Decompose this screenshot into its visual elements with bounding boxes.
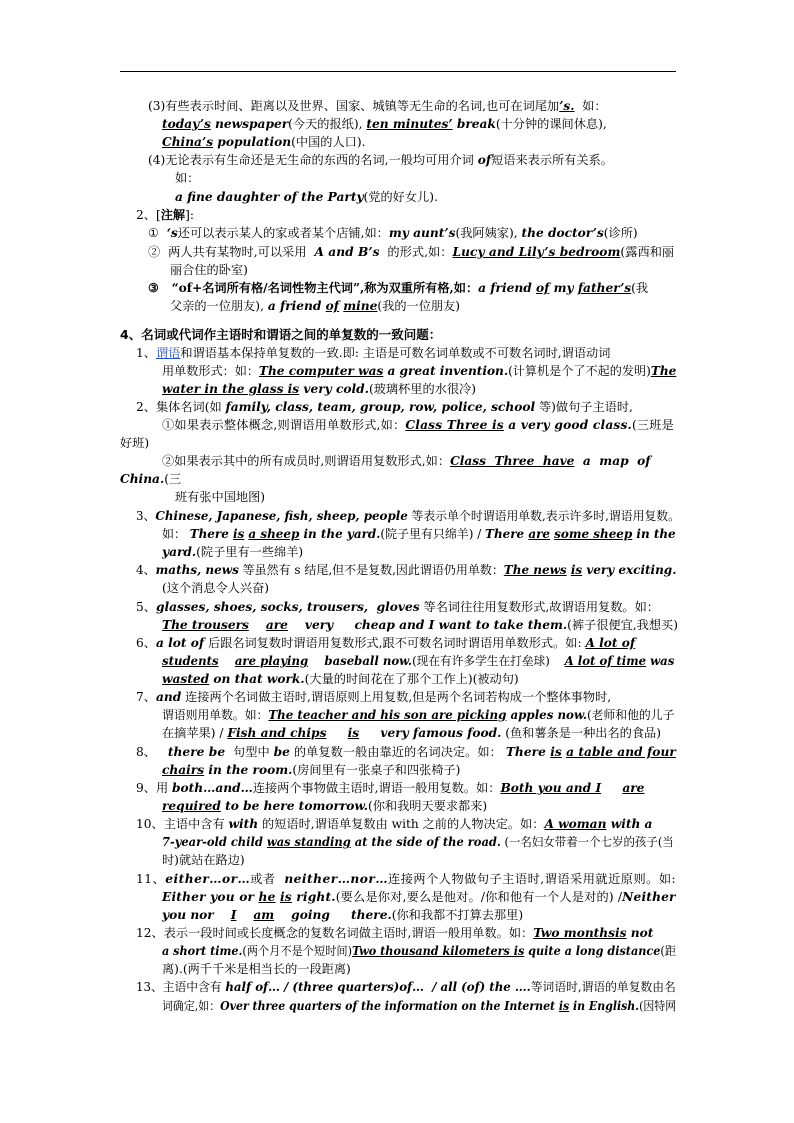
text-span: 连接两个人物做句子主语时,谓语采用就近原则。如: bbox=[388, 872, 677, 886]
text-span: (你和我明天要求都来) bbox=[367, 799, 488, 813]
text-span: (三 bbox=[164, 472, 182, 486]
text-span: (3)有些表示时间、距离以及世界、国家、城镇等无生命的名词,也可在词尾加 bbox=[148, 99, 560, 113]
text-line bbox=[136, 561, 676, 579]
text-span bbox=[601, 781, 622, 795]
text-span: family, class, team, group, row, police, school bbox=[225, 400, 536, 414]
text-span: 句型中 bbox=[225, 745, 274, 759]
text-span: in the yard. bbox=[299, 527, 381, 541]
text-line bbox=[136, 815, 652, 833]
text-span: The computer was bbox=[258, 364, 384, 378]
text-span: baseball now. bbox=[308, 654, 413, 668]
text-span: half of… / (three quarters)of… / all (of) the …. bbox=[225, 980, 531, 994]
text-span: with bbox=[228, 817, 259, 831]
text-span: yard. bbox=[162, 545, 197, 559]
text-span: A woman bbox=[544, 817, 607, 831]
text-span: 4、名词或代词作主语时和谓语之间的单复数的一致问题： bbox=[120, 327, 442, 342]
text-span: is bbox=[347, 726, 360, 740]
text-span: ’s. bbox=[559, 99, 575, 113]
text-span: father’s bbox=[577, 281, 632, 295]
text-span: 如： bbox=[574, 99, 607, 113]
text-span: is bbox=[550, 745, 562, 759]
text-span: “of+名词所有格/名词性物主代词”,称为双重所有格,如： bbox=[171, 281, 479, 295]
text-span: 好班) bbox=[120, 436, 150, 450]
text-span: mine bbox=[343, 299, 378, 313]
text-span: (大量的时间花在了那个工作上)(被动句) bbox=[304, 672, 519, 686]
text-span: (我阿姨家), bbox=[455, 226, 522, 240]
text-span: in the room. bbox=[204, 763, 293, 777]
text-span: 10、主语中含有 bbox=[136, 817, 229, 831]
text-span: very cold. bbox=[299, 382, 369, 396]
text-line bbox=[162, 706, 674, 724]
text-span: 8、 bbox=[136, 745, 168, 759]
text-line bbox=[162, 380, 476, 398]
text-line bbox=[162, 416, 674, 434]
text-span: (中国的人口). bbox=[291, 135, 366, 149]
text-span bbox=[326, 726, 347, 740]
text-span: 等名词往往用复数形式,故谓语用复数。如： bbox=[419, 600, 659, 614]
text-span: 2、[ bbox=[136, 208, 161, 222]
text-span: is bbox=[615, 926, 627, 940]
text-span: a sheep bbox=[248, 527, 300, 541]
text-span bbox=[214, 908, 231, 922]
text-line bbox=[148, 97, 607, 115]
text-span: a map of bbox=[574, 454, 651, 468]
text-line bbox=[148, 279, 648, 297]
text-span: glasses, shoes, socks, trousers, gloves bbox=[155, 600, 420, 614]
text-span: (现在有许多学生在打垒球) bbox=[412, 654, 565, 668]
text-span: 等)做句子主语时, bbox=[535, 400, 633, 414]
text-span: both…and… bbox=[172, 781, 253, 795]
text-span: (今天的报纸), bbox=[288, 117, 367, 131]
text-span: ]: bbox=[185, 208, 194, 222]
text-span: 的形式,如： bbox=[379, 245, 453, 259]
text-span: 等表示单个时谓语用单数,表示许多时,谓语用复数。 bbox=[407, 509, 681, 523]
text-span: and bbox=[155, 690, 182, 704]
text-line bbox=[162, 797, 487, 815]
text-span: 注解 bbox=[160, 208, 186, 222]
text-span: in English. bbox=[569, 999, 640, 1013]
text-span: 丽合住的卧室) bbox=[170, 263, 248, 277]
text-span: ①如果表示整体概念,则谓语用单数形式,如： bbox=[162, 418, 406, 432]
text-span: A and B’s bbox=[314, 245, 380, 259]
text-span: wasted bbox=[162, 672, 210, 686]
text-line bbox=[162, 724, 661, 742]
text-span: 后跟名词复数时谓语用复数形式,跟不可数名词时谓语用单数形式。如: bbox=[204, 636, 586, 650]
text-span: (三班是 bbox=[631, 418, 675, 432]
text-span: are bbox=[528, 527, 550, 541]
text-span: A lot of bbox=[585, 636, 636, 650]
text-span: (十分钟的课间休息), bbox=[495, 117, 607, 131]
text-line bbox=[162, 833, 674, 851]
text-span: be bbox=[273, 745, 290, 759]
text-span: very famous food. bbox=[359, 726, 502, 740]
text-span: ten minutes’ bbox=[366, 117, 453, 131]
text-span: (因特网 bbox=[639, 999, 677, 1013]
text-span: There bbox=[485, 527, 529, 541]
text-span: (院子里有一些绵羊) bbox=[196, 545, 304, 559]
text-line bbox=[148, 224, 638, 242]
text-span: water in the glass is bbox=[162, 382, 300, 396]
text-span: a table and four bbox=[566, 745, 676, 759]
text-span: (鱼和薯条是一种出名的食品) bbox=[501, 726, 661, 740]
text-line bbox=[136, 598, 659, 616]
text-span: some sheep bbox=[554, 527, 633, 541]
text-span: was bbox=[646, 654, 675, 668]
text-span: the doctor’s bbox=[521, 226, 604, 240]
text-line bbox=[170, 261, 248, 279]
text-line bbox=[162, 543, 303, 561]
text-span: Either you or bbox=[162, 890, 259, 904]
text-line bbox=[162, 761, 460, 779]
text-span: of bbox=[477, 153, 492, 167]
text-span: 4、 bbox=[136, 563, 156, 577]
text-span: Neither bbox=[622, 890, 676, 904]
text-span: (一名妇女带着一个七岁的孩子(当 bbox=[500, 835, 674, 849]
text-line bbox=[136, 634, 635, 652]
text-span: (距 bbox=[660, 944, 676, 958]
text-line bbox=[120, 470, 181, 488]
text-span: students bbox=[162, 654, 219, 668]
text-span: at the side of the road. bbox=[350, 835, 501, 849]
text-span: right. bbox=[291, 890, 336, 904]
text-span: 等词语时,谓语的单复数由名 bbox=[530, 980, 676, 994]
text-line bbox=[136, 507, 680, 525]
text-span: quite a long distance bbox=[524, 944, 661, 958]
text-span: of bbox=[325, 299, 340, 313]
text-span: required bbox=[162, 799, 221, 813]
text-span: are bbox=[622, 781, 645, 795]
text-span: Two months bbox=[533, 926, 616, 940]
text-span: The bbox=[650, 364, 677, 378]
text-span: going there. bbox=[274, 908, 392, 922]
text-span: a fine daughter of the Party bbox=[175, 190, 364, 204]
text-line bbox=[170, 297, 460, 315]
text-span: very exciting. bbox=[582, 563, 677, 577]
text-span: a friend bbox=[478, 281, 536, 295]
text-span: population bbox=[213, 135, 292, 149]
text-line bbox=[120, 434, 149, 452]
text-span: The news bbox=[503, 563, 567, 577]
text-span: today’s bbox=[162, 117, 211, 131]
hyperlink[interactable]: 谓语 bbox=[155, 346, 181, 360]
text-span: ③ bbox=[148, 281, 172, 295]
text-span: (4)无论表示有生命还是无生命的东西的名词,一般均可用介词 bbox=[148, 153, 478, 167]
text-span: 离).(两千千米是相当长的一段距离) bbox=[162, 962, 351, 976]
text-line bbox=[162, 452, 650, 470]
text-span: A lot of time bbox=[564, 654, 647, 668]
text-span: are bbox=[265, 618, 288, 632]
text-span: The trousers bbox=[162, 618, 249, 632]
text-line bbox=[162, 616, 678, 634]
text-span: There bbox=[505, 745, 551, 759]
text-span: (你和我都不打算去那里) bbox=[391, 908, 524, 922]
text-span: of bbox=[535, 281, 550, 295]
text-span: (要么是你对,要么是他对。/你和他有一个人是对的) / bbox=[335, 890, 623, 904]
text-span: maths, news bbox=[155, 563, 239, 577]
text-span: 5、 bbox=[136, 600, 156, 614]
text-span: is bbox=[570, 563, 583, 577]
text-span: 父亲的一位朋友), bbox=[170, 299, 268, 313]
text-span: Fish and chips bbox=[227, 726, 327, 740]
text-span: there be bbox=[167, 745, 226, 759]
text-span: 用单数形式：如： bbox=[162, 364, 259, 378]
text-span bbox=[249, 618, 266, 632]
text-span: 谓语则用单数。如： bbox=[162, 708, 269, 722]
text-span: 短语来表示所有关系。 bbox=[491, 153, 613, 167]
text-span: Both you and I bbox=[500, 781, 602, 795]
text-span: China. bbox=[120, 472, 165, 486]
text-line bbox=[162, 579, 269, 597]
text-span: is bbox=[279, 890, 292, 904]
text-span: very cheap and I want to take them. bbox=[287, 618, 568, 632]
text-span: are playing bbox=[234, 654, 309, 668]
text-line bbox=[162, 525, 676, 543]
text-span: my aunt’s bbox=[388, 226, 456, 240]
text-span: (我 bbox=[631, 281, 649, 295]
text-span: China’s bbox=[162, 135, 214, 149]
text-line bbox=[175, 488, 265, 506]
text-span: neither…nor… bbox=[284, 872, 389, 886]
text-span: ① bbox=[148, 226, 167, 240]
text-span: (玻璃杯里的水很冷) bbox=[368, 382, 476, 396]
text-span: (诊所) bbox=[603, 226, 638, 240]
text-span: 7、 bbox=[136, 690, 156, 704]
text-span: chairs bbox=[162, 763, 205, 777]
text-line bbox=[136, 344, 610, 362]
text-span: 9、用 bbox=[136, 781, 173, 795]
text-line bbox=[120, 326, 441, 344]
text-span: a short time. bbox=[162, 944, 243, 958]
text-span: 连接两个事物做主语时,谓语一般用复数。如： bbox=[252, 781, 501, 795]
text-span: 13、主语中含有 bbox=[136, 980, 226, 994]
text-span: The teacher and his son are picking bbox=[268, 708, 507, 722]
text-span: to be here tomorrow. bbox=[220, 799, 368, 813]
text-span: is bbox=[232, 527, 245, 541]
text-line bbox=[162, 133, 365, 151]
text-line bbox=[136, 206, 194, 224]
text-span: Over three quarters of the information on the Internet bbox=[220, 999, 559, 1013]
text-span: 6、 bbox=[136, 636, 156, 650]
text-span: Class Three have bbox=[450, 454, 575, 468]
text-line bbox=[162, 670, 519, 688]
text-span: break bbox=[452, 117, 496, 131]
text-line bbox=[136, 743, 676, 761]
text-span: 时)就站在路边) bbox=[162, 853, 245, 867]
text-span: ‘s bbox=[166, 226, 178, 240]
text-span: (计算机是个了不起的发明) bbox=[508, 364, 651, 378]
text-span: 1、 bbox=[136, 346, 156, 360]
text-span: 11、 bbox=[136, 872, 166, 886]
text-span: (两个月不是个短时间) bbox=[242, 944, 353, 958]
text-line bbox=[136, 398, 633, 416]
text-span: Chinese, Japanese, fish, sheep, people bbox=[155, 509, 408, 523]
text-span: (裤子很便宜,我想买) bbox=[567, 618, 678, 632]
text-span: (党的好女儿). bbox=[363, 190, 438, 204]
text-line bbox=[162, 997, 676, 1015]
text-span: 和谓语基本保持单复数的一致.即: 主语是可数名词单数或不可数名词时,谓语动词 bbox=[180, 346, 611, 360]
text-span: 如： bbox=[162, 527, 190, 541]
text-span: newspaper bbox=[210, 117, 289, 131]
text-span: (露西和丽 bbox=[620, 245, 675, 259]
text-span: 在摘苹果) / bbox=[162, 726, 228, 740]
text-span: on that work. bbox=[209, 672, 305, 686]
text-span: either…or… bbox=[165, 872, 251, 886]
text-line bbox=[136, 688, 611, 706]
text-span: was standing bbox=[266, 835, 351, 849]
text-line bbox=[148, 243, 674, 261]
text-span: my bbox=[549, 281, 578, 295]
text-span: ② 两人共有某物时,可以采用 bbox=[148, 245, 315, 259]
text-line bbox=[162, 942, 676, 960]
text-line bbox=[162, 906, 523, 924]
text-line bbox=[136, 870, 676, 888]
text-line bbox=[162, 115, 607, 133]
text-span: am bbox=[253, 908, 275, 922]
text-span: not bbox=[626, 926, 654, 940]
text-line bbox=[175, 188, 438, 206]
text-span: 2、集体名词(如 bbox=[136, 400, 226, 414]
text-span: you nor bbox=[162, 908, 214, 922]
text-line bbox=[162, 652, 674, 670]
text-span: 的短语时,谓语单复数由 with 之前的人物决定。如： bbox=[258, 817, 545, 831]
text-span bbox=[236, 908, 253, 922]
text-span: I bbox=[230, 908, 237, 922]
text-span: Lucy and Lily’s bedroom bbox=[452, 245, 621, 259]
text-span: (我的一位朋友) bbox=[377, 299, 461, 313]
text-span: 12、表示一段时间或长度概念的复数名词做主语时,谓语一般用单数。如： bbox=[136, 926, 534, 940]
text-span: 连接两个名词做主语时,谓语原则上用复数,但是两个名词若构成一个整体事物时, bbox=[181, 690, 612, 704]
text-span: he bbox=[258, 890, 276, 904]
text-span: (这个消息令人兴奋) bbox=[162, 581, 270, 595]
text-line bbox=[162, 362, 676, 380]
text-span: Class Three is bbox=[405, 418, 504, 432]
text-line bbox=[162, 888, 676, 906]
text-span: 7-year-old child bbox=[162, 835, 267, 849]
text-span: 如： bbox=[175, 171, 200, 185]
text-span: ②如果表示其中的所有成员时,则谓语用复数形式,如： bbox=[162, 454, 451, 468]
text-span: 等虽然有 s 结尾,但不是复数,因此谓语仍用单数： bbox=[238, 563, 504, 577]
text-span: a very good class. bbox=[503, 418, 632, 432]
text-span: apples now. bbox=[506, 708, 588, 722]
text-span: There bbox=[189, 527, 233, 541]
text-span: (房间里有一张桌子和四张椅子) bbox=[292, 763, 461, 777]
text-line bbox=[136, 924, 653, 942]
text-span: 班有张中国地图) bbox=[175, 490, 266, 504]
text-span: a friend bbox=[267, 299, 326, 313]
text-line bbox=[136, 779, 644, 797]
text-span bbox=[219, 654, 235, 668]
text-span: 或者 bbox=[250, 872, 285, 886]
text-span: is bbox=[558, 999, 570, 1013]
text-span: a great invention. bbox=[383, 364, 509, 378]
text-span: (老师和他的儿子 bbox=[587, 708, 675, 722]
text-span: in the bbox=[632, 527, 676, 541]
text-line bbox=[162, 851, 245, 869]
text-line bbox=[148, 151, 613, 169]
text-line bbox=[136, 978, 676, 996]
text-span: 3、 bbox=[136, 509, 156, 523]
text-span: 还可以表示某人的家或者某个店铺,如： bbox=[177, 226, 389, 240]
text-line bbox=[175, 169, 199, 187]
text-span: with a bbox=[606, 817, 653, 831]
text-span: (院子里有只绵羊) / bbox=[380, 527, 486, 541]
text-span: 的单复数一般由靠近的名词决定。如： bbox=[289, 745, 506, 759]
text-span: Two thousand kilometers is bbox=[352, 944, 525, 958]
text-span: 词确定,如： bbox=[162, 999, 221, 1013]
text-line bbox=[162, 960, 351, 978]
text-span: a lot of bbox=[155, 636, 205, 650]
